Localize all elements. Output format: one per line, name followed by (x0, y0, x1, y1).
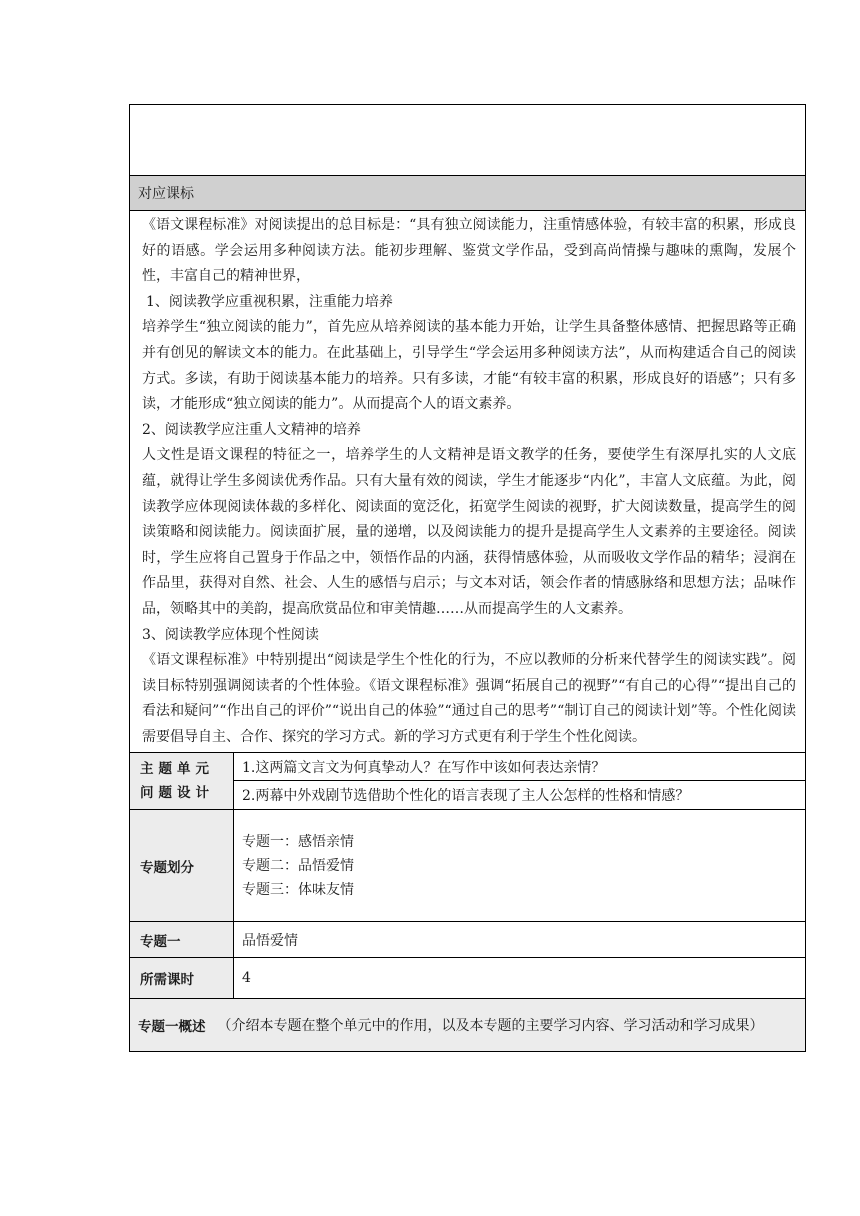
standards-header: 对应课标 (138, 186, 194, 202)
topic-item-3: 专题三：体味友情 (242, 882, 354, 899)
topic-division-value (234, 810, 805, 921)
topic-one-row (130, 922, 805, 958)
standards-body (130, 211, 805, 753)
standards-intro-paragraph: 《语文课程标准》对阅读提出的总目标是：“具有独立阅读能力，注重情感体验，有较丰富的积累，形成良好的语感。学会运用多种阅读方法。能初步理解、鉴赏文学作品，受到高尚情操与趣味的熏陶，发展个性，丰富自己的精神世界， (142, 217, 796, 285)
topic-item-2: 专题二：品悟爱情 (242, 858, 354, 875)
overview-label: 专题一概述 (138, 1019, 206, 1036)
standards-header-row (130, 176, 805, 211)
topic-one-label: 专题一 (130, 922, 234, 957)
unit-design-table (129, 104, 806, 1052)
standards-heading-1: 1、阅读教学应重视积累，注重能力培养 (146, 293, 393, 310)
topic-division-row (130, 810, 805, 922)
standards-paragraph-1: 培养学生“独立阅读的能力”，首先应从培养阅读的基本能力开始，让学生具备整体感情、把握思路等正确并有创见的解读文本的能力。在此基础上，引导学生“学会运用多种阅读方法”，从而构建适合自己的阅读方式。多读，有助于阅读基本能力的培养。只有多读，才能“有较丰富的积累，形成良好的语感”；只有多读，才能形成“独立阅读的能力”。从而提高个人的语文素养。 (142, 319, 796, 413)
standards-paragraph-3: 《语文课程标准》中特别提出“阅读是学生个性化的行为，不应以教师的分析来代替学生的阅读实践”。阅读目标特别强调阅读者的个性体验。《语文课程标准》强调“拓展自己的视野”“有自己的心得”“提出自己的看法和疑问”“作出自己的评价”“说出自己的体验”“通过自己的思考”“制订自己的阅读计划”等。个性化阅读需要倡导自主、合作、探究的学习方式。新的学习方式更有利于学生个性化阅读。 (142, 652, 796, 745)
overview-text: （介绍本专题在整个单元中的作用，以及本专题的主要学习内容、学习活动和学习成果） (217, 1018, 764, 1035)
hours-value: 4 (242, 970, 251, 987)
hours-label: 所需课时 (130, 958, 234, 998)
unit-question-1: 1.这两篇文言文为何真挚动人？在写作中该如何表达亲情？ (234, 753, 805, 781)
overview-row (130, 999, 805, 1051)
topic-one-value: 品悟爱情 (242, 932, 298, 949)
unit-questions-label: 主题单元问题设计 (130, 753, 234, 809)
standards-heading-3: 3、阅读教学应体现个性阅读 (142, 626, 319, 643)
unit-questions-row (130, 753, 805, 810)
standards-paragraph-2: 人文性是语文课程的特征之一，培养学生的人文精神是语文教学的任务，要使学生有深厚扎实的人文底蕴，就得让学生多阅读优秀作品。只有大量有效的阅读，学生才能逐步“内化”，丰富人文底蕴。为此，阅读教学应体现阅读体裁的多样化、阅读面的宽泛化，拓宽学生阅读的视野，扩大阅读数量，提高学生的阅读策略和阅读能力。阅读面扩展，量的递增，以及阅读能力的提升是提高学生人文素养的主要途径。阅读时，学生应将自己置身于作品之中，领悟作品的内涵，获得情感体验，从而吸收文学作品的精华；浸润在作品里，获得对自然、社会、人生的感悟与启示；与文本对话，领会作者的情感脉络和思想方法；品味作品，领略其中的美韵，提高欣赏品位和审美情趣……从而提高学生的人文素养。 (142, 447, 796, 617)
blank-top-row (130, 105, 805, 176)
topic-division-label: 专题划分 (130, 810, 234, 921)
unit-question-2: 2.两幕中外戏剧节选借助个性化的语言表现了主人公怎样的性格和情感？ (242, 788, 690, 805)
topic-item-1: 专题一：感悟亲情 (242, 834, 354, 851)
hours-row (130, 958, 805, 999)
standards-heading-2: 2、阅读教学应注重人文精神的培养 (142, 421, 361, 438)
unit-questions-value (234, 753, 805, 809)
